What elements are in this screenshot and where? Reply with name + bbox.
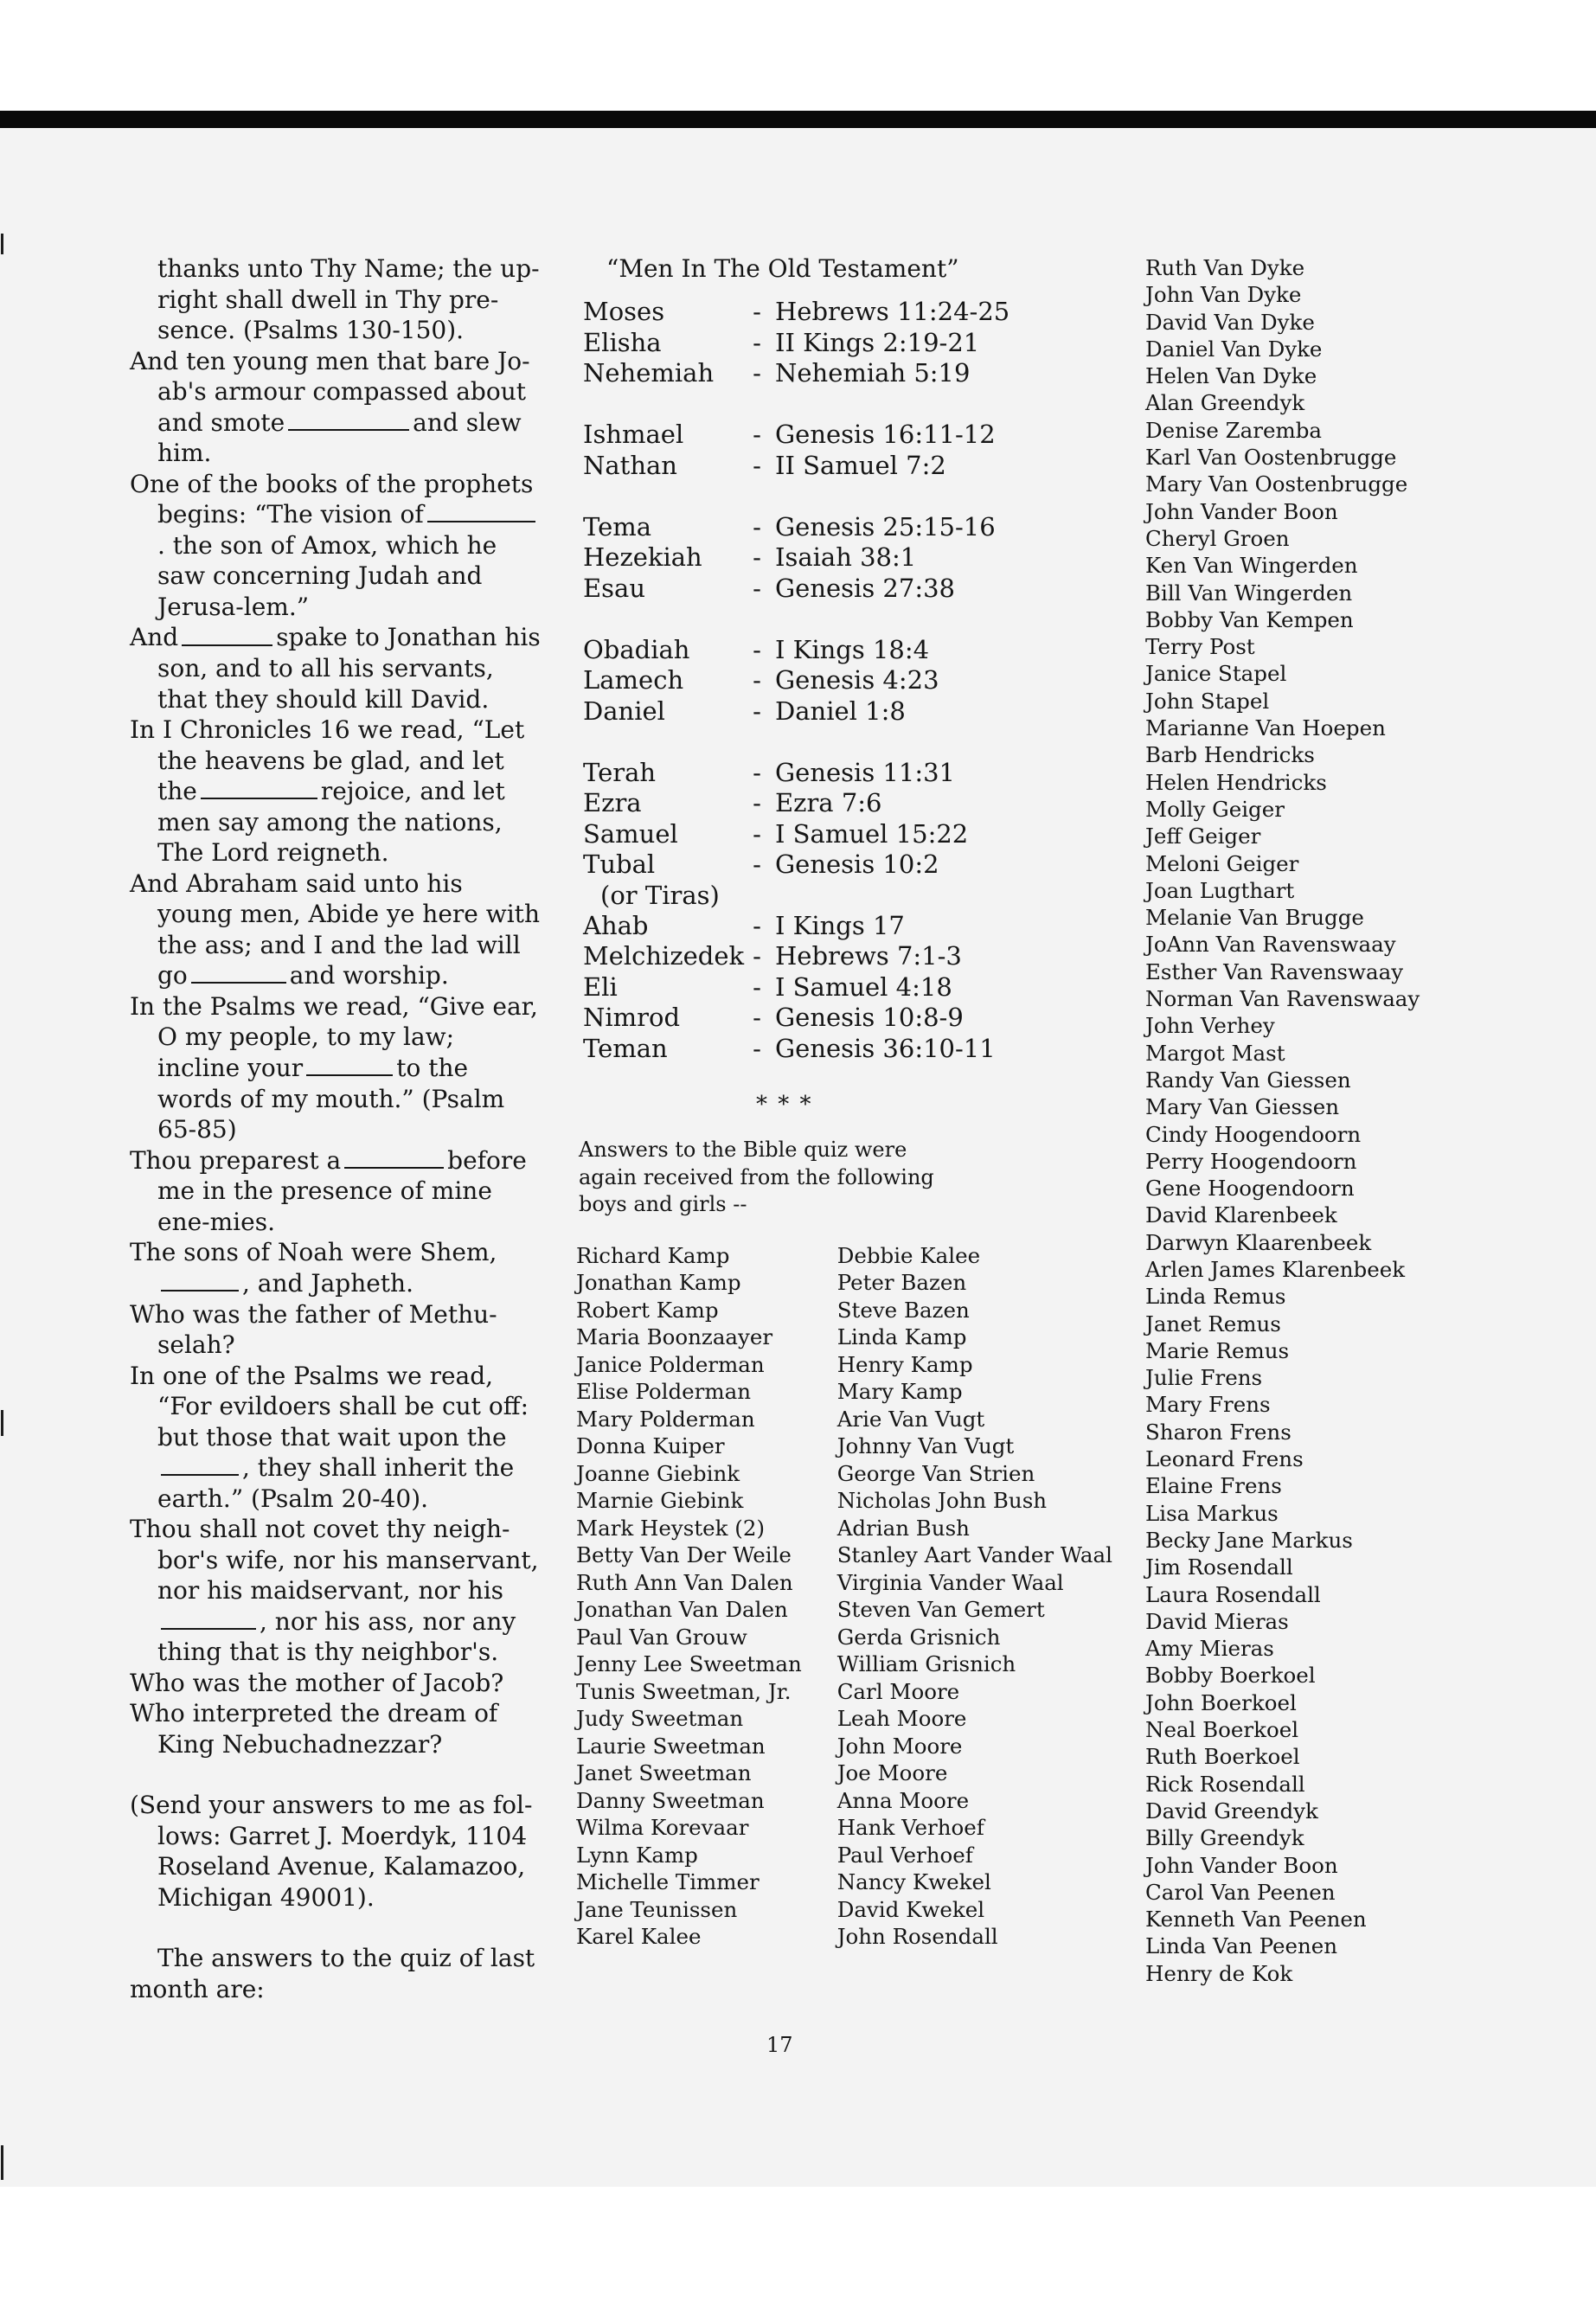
participant-name: Paul Van Grouw — [576, 1624, 747, 1650]
participant-name: Kenneth Van Peenen — [1145, 1907, 1367, 1932]
ot-dash: - — [753, 573, 761, 603]
ot-name: Lamech — [583, 665, 684, 695]
ot-row — [574, 420, 1128, 451]
ot-reference: Daniel 1:8 — [775, 695, 906, 726]
quiz-question — [130, 868, 541, 991]
participant-name: Leonard Frens — [1145, 1446, 1304, 1472]
ot-name: Obadiah — [583, 634, 690, 664]
participant-name: Marianne Van Hoepen — [1145, 715, 1386, 741]
ot-reference: Hebrews 11:24-25 — [775, 297, 1010, 326]
participant-name: David Greendyk — [1145, 1798, 1318, 1823]
participant-name: Bobby Boerkoel — [1145, 1663, 1316, 1689]
participant-name: John Moore — [836, 1733, 963, 1759]
participant-name: Arlen James Klarenbeek — [1145, 1256, 1406, 1282]
question-text: In one of the Psalms we read, “For evildoers shall be cut off: but those that wait upon the — [130, 1361, 529, 1452]
ot-row — [574, 665, 1128, 696]
participant-name: David Mieras — [1145, 1608, 1289, 1634]
ot-dash: - — [753, 757, 761, 787]
ot-row — [574, 542, 1128, 574]
participant-name: Joe Moore — [836, 1760, 948, 1785]
ot-dash: - — [753, 1003, 761, 1032]
quiz-question — [130, 991, 541, 1145]
participant-name: William Grisnich — [836, 1651, 1016, 1676]
participant-name: Barb Hendricks — [1145, 742, 1315, 768]
ot-reference: II Samuel 7:2 — [775, 450, 946, 480]
question-text: spake to Jonathan his son, and to all his servants, that they should kill David. — [157, 623, 541, 714]
quiz-question — [130, 253, 541, 346]
ot-name: Melchizedek — [583, 941, 745, 971]
ot-reference: Genesis 36:10-11 — [775, 1033, 996, 1063]
answers-intro: The answers to the quiz of last month are: — [130, 1944, 535, 2003]
participant-name: Tunis Sweetman, Jr. — [576, 1678, 792, 1704]
ot-row — [574, 972, 1128, 1003]
participant-name: Amy Mieras — [1145, 1636, 1274, 1662]
participant-name: Neal Boerkoel — [1145, 1717, 1299, 1743]
participant-name: Mark Heystek (2) — [576, 1515, 765, 1541]
participant-name: Virginia Vander Waal — [836, 1569, 1064, 1595]
participant-name: Ruth Ann Van Dalen — [576, 1569, 793, 1595]
answer-blank — [344, 1145, 444, 1169]
ot-name: Tema — [583, 511, 652, 542]
participant-name: Becky Jane Markus — [1145, 1527, 1353, 1553]
participant-name: Ruth Van Dyke — [1145, 255, 1305, 280]
participant-name: Steve Bazen — [836, 1297, 970, 1323]
participant-name: Elise Polderman — [576, 1379, 752, 1404]
answer-blank — [191, 960, 286, 984]
ot-row — [574, 911, 1128, 942]
scan-top-border — [0, 111, 1596, 128]
question-text: thanks unto Thy Name; the up-right shall dwell in Thy pre-sence. (Psalms 130-150). — [157, 254, 540, 344]
question-text: Who interpreted the dream of King Nebuchadnezzar? — [130, 1699, 498, 1759]
participant-name: Marnie Giebink — [576, 1488, 744, 1513]
participant-name: Sharon Frens — [1145, 1419, 1292, 1445]
participant-name: Arie Van Vugt — [836, 1406, 985, 1432]
question-text: . the son of Amox, which he saw concerning Judah and Jerusa-lem.” — [157, 530, 497, 621]
ot-dash: - — [753, 695, 761, 726]
answer-blank — [288, 407, 409, 431]
question-text: rejoice, and let men say among the nations, The Lord reigneth. — [157, 777, 505, 868]
ot-row — [574, 297, 1128, 328]
participant-name: Esther Van Ravenswaay — [1145, 958, 1404, 984]
participant-name: Janet Sweetman — [576, 1760, 752, 1785]
ot-row — [574, 1003, 1128, 1034]
names-column-a — [574, 1242, 837, 1951]
ot-row — [574, 328, 1128, 359]
ot-reference: Genesis 27:38 — [775, 573, 955, 603]
ot-dash: - — [753, 788, 761, 817]
participant-name: John Rosendall — [836, 1924, 998, 1949]
ot-name: Hezekiah — [583, 542, 702, 572]
participant-name: Debbie Kalee — [836, 1242, 981, 1268]
ot-reference: Hebrews 7:1-3 — [775, 941, 962, 971]
ot-row — [574, 819, 1128, 850]
participant-name: Helen Van Dyke — [1145, 363, 1317, 389]
participant-name: John Verhey — [1145, 1013, 1275, 1039]
quiz-question — [130, 1299, 541, 1361]
participant-name: Donna Kuiper — [576, 1433, 725, 1458]
participant-name: Helen Hendricks — [1145, 769, 1327, 795]
ot-dash: - — [753, 511, 761, 542]
participant-name: John Vander Boon — [1145, 1852, 1338, 1878]
ot-name: Daniel — [583, 695, 665, 726]
participant-name: Terry Post — [1145, 634, 1255, 660]
ot-name: Nimrod — [583, 1003, 681, 1032]
participant-name: Julie Frens — [1145, 1365, 1263, 1391]
participant-name: Ken Van Wingerden — [1145, 553, 1358, 579]
ot-name: Nathan — [583, 450, 677, 480]
participant-name: Carol Van Peenen — [1145, 1879, 1336, 1905]
participant-name: Judy Sweetman — [576, 1706, 744, 1731]
participant-name: David Kwekel — [836, 1896, 985, 1922]
answer-blank — [427, 499, 535, 522]
ot-row — [574, 1034, 1128, 1065]
ot-dash: - — [753, 297, 761, 326]
participant-name: Leah Moore — [836, 1706, 967, 1731]
participant-name: Mary Polderman — [576, 1406, 755, 1432]
scan-edge-mark — [1, 2145, 3, 2180]
participant-name: Linda Kamp — [836, 1324, 967, 1349]
ot-reference: I Kings 18:4 — [775, 634, 930, 664]
question-text: , and Japheth. — [242, 1269, 413, 1298]
quiz-questions-column — [130, 253, 541, 2004]
ot-dash: - — [753, 910, 761, 940]
ot-reference: Genesis 10:8-9 — [775, 1003, 964, 1032]
ot-row — [574, 635, 1128, 666]
question-text: Who was the father of Methu-selah? — [130, 1299, 497, 1359]
ot-row — [574, 358, 1128, 389]
participant-name: Jim Rosendall — [1145, 1554, 1293, 1580]
quiz-question — [130, 1145, 541, 1238]
participant-name: Perry Hoogendoorn — [1145, 1148, 1357, 1174]
question-text: Who was the mother of Jacob? — [130, 1668, 504, 1697]
names-column-c — [1145, 254, 1491, 1987]
send-answers-note: (Send your answers to me as fol-lows: Garret J. Moerdyk, 1104 Roseland Avenue, Kalamazoo, Michigan 49001). — [130, 1791, 533, 1912]
participant-name: Janice Polderman — [576, 1351, 765, 1377]
ot-reference: Isaiah 38:1 — [775, 542, 917, 572]
ot-reference: Genesis 16:11-12 — [775, 420, 996, 449]
participant-name: Karl Van Oostenbrugge — [1145, 445, 1397, 471]
question-text: And Abraham said unto his young men, Abide ye here with the ass; and I and the lad will go — [130, 868, 540, 990]
ot-dash: - — [753, 1033, 761, 1063]
ot-reference: I Samuel 15:22 — [775, 818, 969, 849]
participant-name: Mary Van Oostenbrugge — [1145, 471, 1408, 497]
participant-name: Marie Remus — [1145, 1337, 1290, 1363]
participant-name: Margot Mast — [1145, 1040, 1285, 1066]
ot-name: Tubal — [583, 849, 656, 879]
participant-name: Elaine Frens — [1145, 1473, 1282, 1499]
question-text: before me in the presence of mine ene-mies. — [157, 1145, 527, 1236]
ot-alt-name: (or Tiras) — [600, 880, 720, 910]
participant-name: Betty Van Der Weile — [576, 1542, 792, 1567]
ot-row — [574, 574, 1128, 605]
participant-name: Denise Zaremba — [1145, 417, 1322, 443]
ot-reference: I Kings 17 — [775, 910, 905, 940]
ot-name: Esau — [583, 573, 646, 603]
participant-name: Norman Van Ravenswaay — [1145, 986, 1420, 1012]
participant-name: Peter Bazen — [836, 1270, 967, 1295]
question-text: and slew him. — [157, 407, 522, 468]
ot-row — [574, 512, 1128, 543]
participant-name: Michelle Timmer — [576, 1869, 760, 1894]
question-text: and worship. — [289, 961, 449, 990]
ot-dash: - — [753, 327, 761, 357]
participant-name: Rick Rosendall — [1145, 1771, 1305, 1797]
question-text: Thou shall not covet thy neigh-bor's wife, nor his manservant, nor his maidservant, nor his — [130, 1515, 539, 1606]
quiz-question — [130, 1668, 541, 1699]
participant-name: Ruth Boerkoel — [1145, 1744, 1300, 1770]
quiz-question — [130, 1361, 541, 1515]
participant-name: Laura Rosendall — [1145, 1581, 1321, 1607]
participant-name: Linda Remus — [1145, 1284, 1286, 1310]
ot-row — [574, 941, 1128, 972]
question-text: And ten young men that bare Jo-ab's armour compassed about and smote — [130, 346, 530, 437]
question-text: , nor his ass, nor any thing that is thy neighbor's. — [157, 1606, 516, 1667]
ot-reference: Ezra 7:6 — [775, 788, 882, 817]
old-testament-column — [574, 253, 1128, 1951]
participant-name: David Klarenbeek — [1145, 1202, 1337, 1228]
question-text: The sons of Noah were Shem, — [130, 1238, 497, 1267]
participant-name: Paul Verhoef — [836, 1842, 973, 1868]
ot-name: Teman — [583, 1033, 668, 1063]
participant-name: Robert Kamp — [576, 1297, 719, 1323]
question-text: In I Chronicles 16 we read, “Let the heavens be glad, and let the — [130, 715, 525, 806]
question-text: One of the books of the prophets begins: “The vision of — [130, 469, 534, 529]
ot-dash: - — [753, 634, 761, 664]
participant-name: Darwyn Klaarenbeek — [1145, 1229, 1372, 1255]
ot-reference: Genesis 10:2 — [775, 849, 939, 879]
participant-name: Mary Kamp — [836, 1379, 963, 1404]
participant-name: Nancy Kwekel — [836, 1869, 991, 1894]
quiz-question — [130, 1514, 541, 1668]
participant-name: Cheryl Groen — [1145, 525, 1290, 551]
participant-name: Henry de Kok — [1145, 1960, 1293, 1986]
ot-row — [574, 758, 1128, 789]
ot-name: Ezra — [583, 788, 642, 817]
participant-name: Jonathan Van Dalen — [576, 1597, 788, 1622]
participant-name: Janice Stapel — [1145, 661, 1287, 687]
question-text: And — [130, 623, 179, 652]
quiz-question — [130, 469, 541, 623]
names-block — [574, 1242, 1128, 1951]
ot-row — [574, 696, 1128, 727]
participant-name: Anna Moore — [836, 1787, 970, 1813]
participant-name: Lisa Markus — [1145, 1500, 1279, 1526]
participant-name: Laurie Sweetman — [576, 1733, 766, 1759]
ot-name: Samuel — [583, 818, 678, 849]
participant-name: David Van Dyke — [1145, 309, 1315, 335]
participant-name: Linda Van Peenen — [1145, 1933, 1338, 1959]
ot-name: Eli — [583, 971, 618, 1002]
participant-name: Steven Van Gemert — [836, 1597, 1045, 1622]
participant-name: Danny Sweetman — [576, 1787, 765, 1813]
ot-reference: I Samuel 4:18 — [775, 971, 952, 1002]
participant-name: Billy Greendyk — [1145, 1825, 1304, 1851]
ot-dash: - — [753, 420, 761, 449]
participant-name: Cindy Hoogendoorn — [1145, 1121, 1362, 1147]
ot-name: Moses — [583, 297, 665, 326]
question-text: Thou preparest a — [130, 1145, 342, 1175]
ot-reference: Genesis 11:31 — [775, 757, 955, 787]
ot-row — [574, 849, 1128, 881]
participant-name: Stanley Aart Vander Waal — [836, 1542, 1112, 1567]
participant-name: Jane Teunissen — [576, 1896, 738, 1922]
participant-name: Meloni Geiger — [1145, 850, 1299, 876]
ot-dash: - — [753, 971, 761, 1002]
ot-dash: - — [753, 849, 761, 879]
participant-name: Joanne Giebink — [576, 1460, 740, 1486]
participant-name: Richard Kamp — [576, 1242, 730, 1268]
ot-reference: Genesis 25:15-16 — [775, 511, 996, 542]
participant-name: Joan Lugthart — [1145, 877, 1295, 903]
participant-name: Gene Hoogendoorn — [1145, 1176, 1355, 1202]
ot-name: Ahab — [583, 910, 649, 940]
participant-name: John Boerkoel — [1145, 1689, 1297, 1715]
ot-row — [574, 451, 1128, 482]
ot-table — [574, 297, 1128, 1064]
ot-name: Nehemiah — [583, 358, 715, 388]
participant-name: Daniel Van Dyke — [1145, 336, 1323, 362]
participant-name: Hank Verhoef — [836, 1815, 984, 1840]
participant-name: Jonathan Kamp — [576, 1270, 741, 1295]
participant-name: Randy Van Giessen — [1145, 1067, 1351, 1093]
ot-reference: Genesis 4:23 — [775, 665, 939, 695]
question-text: In the Psalms we read, “Give ear, O my people, to my law; incline your — [130, 991, 538, 1083]
ot-dash: - — [753, 818, 761, 849]
participant-name: Mary Van Giessen — [1145, 1094, 1339, 1120]
participant-name: Jenny Lee Sweetman — [576, 1651, 802, 1676]
answer-blank — [182, 622, 272, 645]
ot-reference: Nehemiah 5:19 — [775, 358, 971, 388]
quiz-question — [130, 1698, 541, 1759]
participant-name: Gerda Grisnich — [836, 1624, 1001, 1650]
ot-heading: “Men In The Old Testament” — [606, 254, 959, 283]
participant-name: John Van Dyke — [1145, 282, 1302, 308]
participant-name: Melanie Van Brugge — [1145, 905, 1364, 931]
ot-dash: - — [753, 542, 761, 572]
answer-blank — [161, 1606, 256, 1630]
participant-name: Adrian Bush — [836, 1515, 970, 1541]
participant-name: Molly Geiger — [1145, 796, 1285, 822]
answer-blank — [201, 776, 317, 799]
question-text: to the words of my mouth.” (Psalm 65-85) — [157, 1054, 505, 1144]
scan-edge-mark — [1, 234, 3, 254]
participant-name: Jeff Geiger — [1145, 824, 1261, 849]
ot-name: Ishmael — [583, 420, 684, 449]
quiz-question — [130, 346, 541, 469]
participant-name: John Stapel — [1145, 688, 1270, 714]
names-column-b — [837, 1242, 1128, 1951]
participant-name: JoAnn Van Ravenswaay — [1145, 932, 1396, 958]
ot-dash: - — [753, 358, 761, 388]
participant-name: George Van Strien — [836, 1460, 1035, 1486]
ot-dash: - — [753, 450, 761, 480]
ot-row — [574, 788, 1128, 819]
participant-name: Bill Van Wingerden — [1145, 580, 1353, 606]
answer-blank — [161, 1452, 239, 1476]
question-list — [130, 253, 541, 1759]
participant-name: Wilma Korevaar — [576, 1815, 749, 1840]
participant-name: Lynn Kamp — [576, 1842, 698, 1868]
ot-dash: - — [753, 665, 761, 695]
quiz-question — [130, 1237, 541, 1298]
page-number: 17 — [766, 2033, 793, 2057]
quiz-question — [130, 715, 541, 868]
participant-name: John Vander Boon — [1145, 498, 1338, 524]
participant-name: Carl Moore — [836, 1678, 960, 1704]
ot-dash: - — [753, 941, 761, 971]
participant-name: Henry Kamp — [836, 1351, 973, 1377]
participant-name: Bobby Van Kempen — [1145, 606, 1354, 632]
participant-name: Janet Remus — [1145, 1311, 1281, 1336]
participant-name: Alan Greendyk — [1145, 390, 1305, 416]
answer-blank — [306, 1053, 393, 1076]
separator: * * * — [756, 1092, 813, 1118]
ot-name: Elisha — [583, 327, 662, 357]
participant-name: Johnny Van Vugt — [836, 1433, 1015, 1458]
participant-name: Mary Frens — [1145, 1392, 1271, 1418]
question-text: , they shall inherit the earth.” (Psalm 20-40). — [157, 1453, 515, 1513]
received-intro: Answers to the Bible quiz were again received from the following boys and girls -- — [579, 1138, 934, 1216]
participant-name: Nicholas John Bush — [836, 1488, 1048, 1513]
ot-name: Terah — [583, 757, 657, 787]
scan-edge-mark — [1, 1410, 3, 1436]
ot-reference: II Kings 2:19-21 — [775, 327, 980, 357]
participant-name: Karel Kalee — [576, 1924, 702, 1949]
quiz-question — [130, 622, 541, 715]
answer-blank — [161, 1268, 239, 1292]
participant-name: Maria Boonzaayer — [576, 1324, 773, 1349]
